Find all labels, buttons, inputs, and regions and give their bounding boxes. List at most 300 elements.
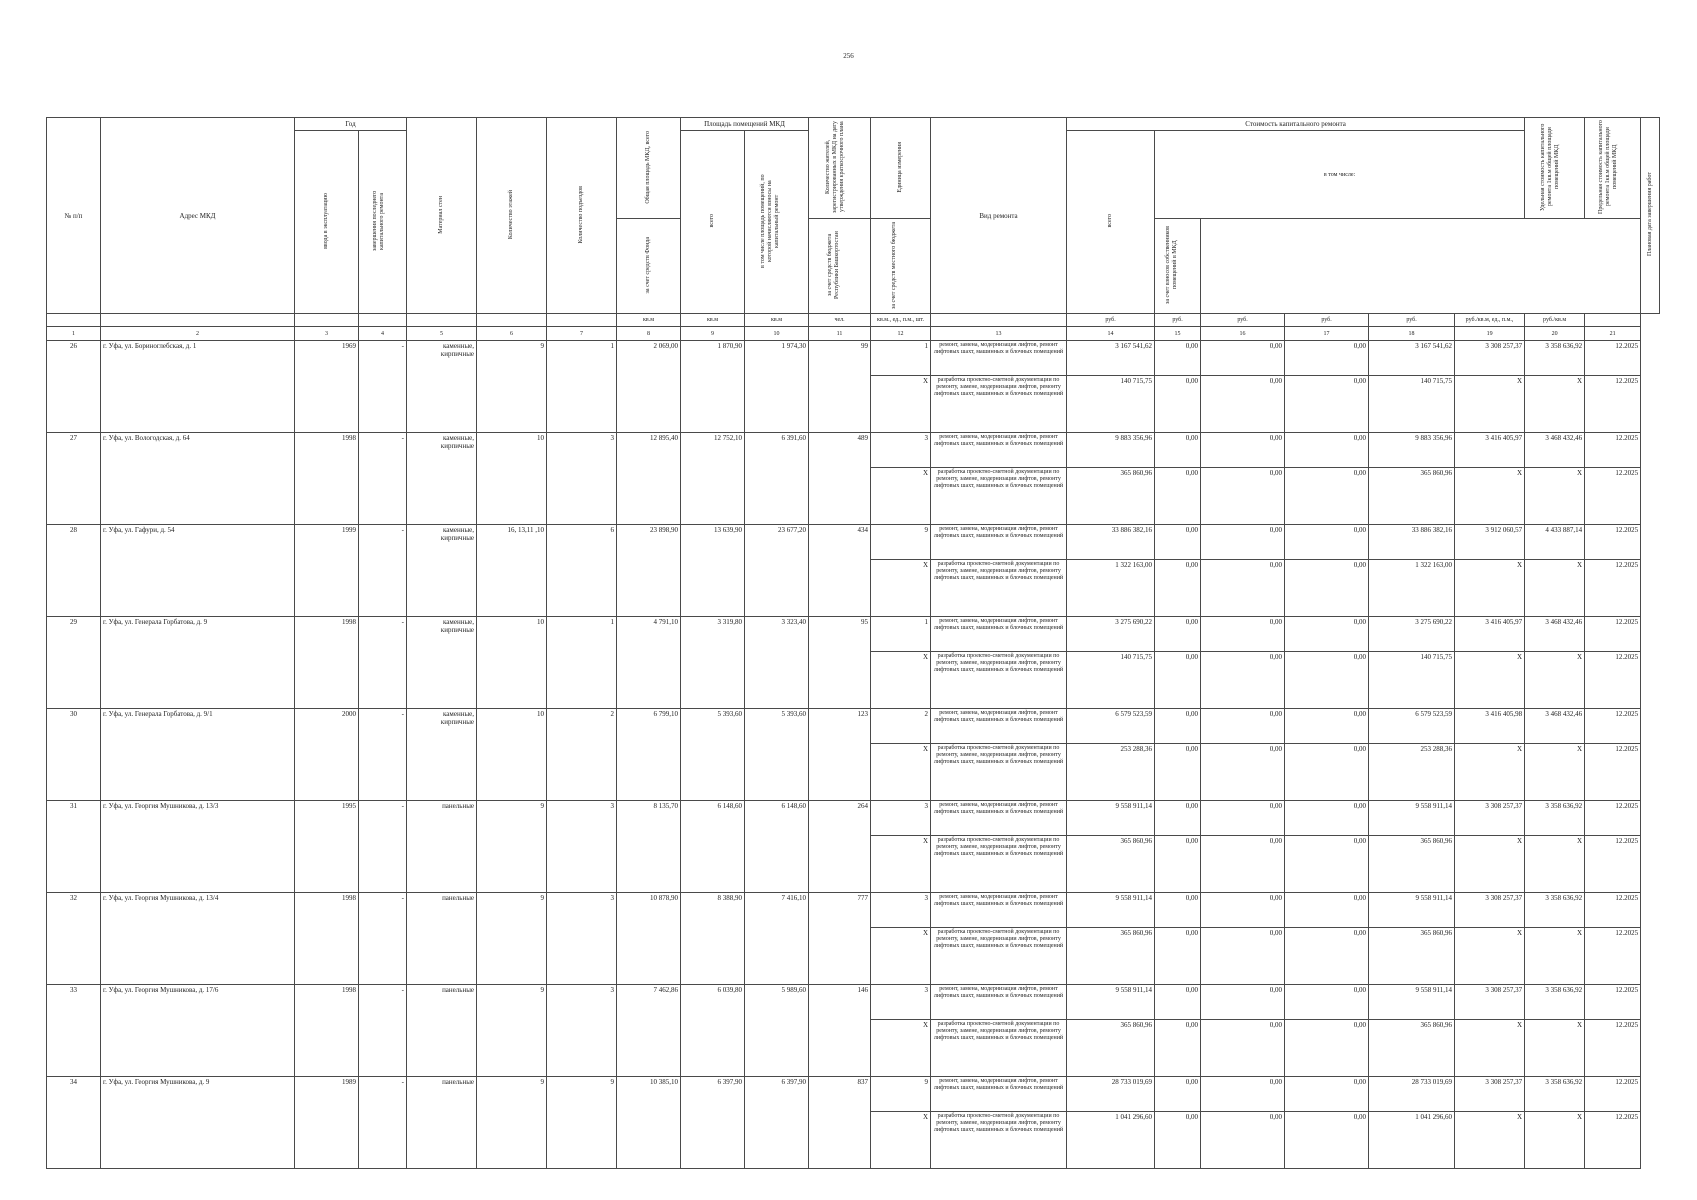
planned-date: 12.2025 <box>1585 985 1641 1020</box>
header-area-group: Площадь помещений МКД <box>681 118 809 131</box>
limit-cost: X <box>1525 1020 1585 1077</box>
cost-owners: 140 715,75 <box>1369 652 1455 709</box>
header-cost-owners: за счет взносов собственников помещений в МКД <box>1155 219 1201 314</box>
row-residents: 264 <box>809 801 871 893</box>
limit-cost: 4 433 887,14 <box>1525 525 1585 560</box>
cost-republic: 0,00 <box>1201 525 1285 560</box>
cost-owners: 365 860,96 <box>1369 468 1455 525</box>
row-address: г. Уфа, ул. Георгия Мушникова, д. 9 <box>101 1077 295 1169</box>
row-year: 1998 <box>295 985 359 1077</box>
work-quantity: 3 <box>871 433 931 468</box>
work-type: ремонт, замена, модернизация лифтов, ремонт лифтовых шахт, машинных и блочных помещений <box>931 617 1067 652</box>
work-quantity: X <box>871 744 931 801</box>
row-last-repair: - <box>359 985 407 1077</box>
cost-fund: 0,00 <box>1155 341 1201 376</box>
limit-cost: X <box>1525 468 1585 525</box>
column-number: 9 <box>681 327 745 341</box>
unit-cost: X <box>1455 1020 1525 1077</box>
limit-cost: 3 468 432,46 <box>1525 617 1585 652</box>
row-number: 30 <box>47 709 101 801</box>
work-type: ремонт, замена, модернизация лифтов, ремонт лифтовых шахт, машинных и блочных помещений <box>931 801 1067 836</box>
limit-cost: 3 358 636,92 <box>1525 1077 1585 1112</box>
cost-owners: 9 558 911,14 <box>1369 985 1455 1020</box>
cost-republic: 0,00 <box>1201 836 1285 893</box>
cost-republic: 0,00 <box>1201 709 1285 744</box>
column-number: 12 <box>871 327 931 341</box>
repair-plan-table <box>46 117 1660 1169</box>
cost-total: 33 886 382,16 <box>1067 525 1155 560</box>
row-total-area: 4 791,10 <box>617 617 681 709</box>
unit-cell: руб. <box>1067 314 1155 327</box>
header-cost-total: всего <box>1067 131 1155 314</box>
cost-fund: 0,00 <box>1155 709 1201 744</box>
units-row <box>47 314 1660 327</box>
unit-cell: чел. <box>809 314 871 327</box>
column-number: 6 <box>477 327 547 341</box>
cost-owners: 1 322 163,00 <box>1369 560 1455 617</box>
unit-cell: руб./кв.м <box>1525 314 1585 327</box>
work-quantity: X <box>871 560 931 617</box>
planned-date: 12.2025 <box>1585 341 1641 376</box>
row-area-res: 6 391,60 <box>745 433 809 525</box>
planned-date: 12.2025 <box>1585 468 1641 525</box>
cost-republic: 0,00 <box>1201 652 1285 709</box>
row-material: панельные <box>407 893 477 985</box>
unit-cost: X <box>1455 928 1525 985</box>
column-number: 16 <box>1201 327 1285 341</box>
cost-owners: 1 041 296,60 <box>1369 1112 1455 1169</box>
row-year: 1999 <box>295 525 359 617</box>
cost-total: 253 288,36 <box>1067 744 1155 801</box>
cost-total: 140 715,75 <box>1067 376 1155 433</box>
row-entrances: 3 <box>547 433 617 525</box>
row-area-res: 1 974,30 <box>745 341 809 433</box>
row-residents: 489 <box>809 433 871 525</box>
work-quantity: 1 <box>871 341 931 376</box>
row-area-res: 6 397,90 <box>745 1077 809 1169</box>
planned-date: 12.2025 <box>1585 801 1641 836</box>
row-year: 1989 <box>295 1077 359 1169</box>
limit-cost: 3 358 636,92 <box>1525 341 1585 376</box>
column-number: 20 <box>1525 327 1585 341</box>
cost-republic: 0,00 <box>1201 744 1285 801</box>
cost-total: 9 558 911,14 <box>1067 801 1155 836</box>
cost-republic: 0,00 <box>1201 376 1285 433</box>
row-number: 27 <box>47 433 101 525</box>
unit-cost: 3 308 257,37 <box>1455 801 1525 836</box>
cost-owners: 28 733 019,69 <box>1369 1077 1455 1112</box>
row-last-repair: - <box>359 341 407 433</box>
row-floors: 10 <box>477 617 547 709</box>
work-type: разработка проектно-сметной документации по ремонту, замене, модернизации лифтов, ремонту лифтовых шахт, машинных и блочных помещений <box>931 1112 1067 1169</box>
work-quantity: X <box>871 836 931 893</box>
cost-local: 0,00 <box>1285 525 1369 560</box>
row-floors: 10 <box>477 433 547 525</box>
row-area-all: 3 319,80 <box>681 617 745 709</box>
work-type: разработка проектно-сметной документации по ремонту, замене, модернизации лифтов, ремонту лифтовых шахт, машинных и блочных помещений <box>931 652 1067 709</box>
row-last-repair: - <box>359 709 407 801</box>
planned-date: 12.2025 <box>1585 652 1641 709</box>
column-number: 8 <box>617 327 681 341</box>
column-number: 3 <box>295 327 359 341</box>
unit-cost: X <box>1455 376 1525 433</box>
planned-date: 12.2025 <box>1585 525 1641 560</box>
unit-cell: руб. <box>1285 314 1369 327</box>
row-total-area: 2 069,00 <box>617 341 681 433</box>
table-row <box>47 985 1660 1020</box>
table-row <box>47 709 1660 744</box>
planned-date: 12.2025 <box>1585 1020 1641 1077</box>
cost-owners: 365 860,96 <box>1369 836 1455 893</box>
row-area-all: 13 639,90 <box>681 525 745 617</box>
cost-total: 365 860,96 <box>1067 468 1155 525</box>
work-quantity: 3 <box>871 801 931 836</box>
unit-cost: 3 308 257,37 <box>1455 341 1525 376</box>
unit-cost: X <box>1455 1112 1525 1169</box>
row-floors: 9 <box>477 1077 547 1169</box>
row-year: 1995 <box>295 801 359 893</box>
cost-owners: 33 886 382,16 <box>1369 525 1455 560</box>
work-type: разработка проектно-сметной документации по ремонту, замене, модернизации лифтов, ремонту лифтовых шахт, машинных и блочных помещений <box>931 744 1067 801</box>
limit-cost: X <box>1525 560 1585 617</box>
unit-cost: X <box>1455 836 1525 893</box>
column-number: 5 <box>407 327 477 341</box>
row-area-all: 6 148,60 <box>681 801 745 893</box>
cost-owners: 6 579 523,59 <box>1369 709 1455 744</box>
cost-local: 0,00 <box>1285 617 1369 652</box>
unit-cost: 3 912 060,57 <box>1455 525 1525 560</box>
cost-fund: 0,00 <box>1155 893 1201 928</box>
header-entrances: Количество подъездов <box>547 118 617 314</box>
cost-republic: 0,00 <box>1201 617 1285 652</box>
header-num: № п/п <box>47 118 101 314</box>
cost-total: 28 733 019,69 <box>1067 1077 1155 1112</box>
row-material: каменные, кирпичные <box>407 433 477 525</box>
row-floors: 9 <box>477 341 547 433</box>
table-row <box>47 801 1660 836</box>
row-entrances: 1 <box>547 617 617 709</box>
row-floors: 16, 13,11 ,10 <box>477 525 547 617</box>
limit-cost: X <box>1525 652 1585 709</box>
unit-cost: X <box>1455 468 1525 525</box>
cost-local: 0,00 <box>1285 433 1369 468</box>
column-number: 4 <box>359 327 407 341</box>
work-quantity: 3 <box>871 985 931 1020</box>
row-residents: 123 <box>809 709 871 801</box>
row-area-all: 12 752,10 <box>681 433 745 525</box>
cost-local: 0,00 <box>1285 744 1369 801</box>
unit-cost: 3 416 405,98 <box>1455 709 1525 744</box>
cost-local: 0,00 <box>1285 985 1369 1020</box>
row-floors: 9 <box>477 801 547 893</box>
row-last-repair: - <box>359 893 407 985</box>
unit-cost: 3 416 405,97 <box>1455 433 1525 468</box>
row-area-res: 6 148,60 <box>745 801 809 893</box>
row-floors: 10 <box>477 709 547 801</box>
table-row <box>47 433 1660 468</box>
cost-republic: 0,00 <box>1201 560 1285 617</box>
row-entrances: 2 <box>547 709 617 801</box>
row-year: 1998 <box>295 617 359 709</box>
work-type: ремонт, замена, модернизация лифтов, ремонт лифтовых шахт, машинных и блочных помещений <box>931 525 1067 560</box>
limit-cost: X <box>1525 376 1585 433</box>
row-number: 26 <box>47 341 101 433</box>
row-total-area: 7 462,86 <box>617 985 681 1077</box>
unit-cell: руб. <box>1369 314 1455 327</box>
unit-cost: X <box>1455 652 1525 709</box>
limit-cost: X <box>1525 744 1585 801</box>
row-entrances: 6 <box>547 525 617 617</box>
row-year: 2000 <box>295 709 359 801</box>
header-residents: Количество жителей, зарегистрированных в МКД на дату утверждения краткосрочного плана <box>809 118 871 219</box>
row-entrances: 9 <box>547 1077 617 1169</box>
row-material: каменные, кирпичные <box>407 525 477 617</box>
row-year: 1998 <box>295 893 359 985</box>
table-body <box>47 341 1660 1169</box>
planned-date: 12.2025 <box>1585 1112 1641 1169</box>
planned-date: 12.2025 <box>1585 433 1641 468</box>
work-type: разработка проектно-сметной документации по ремонту, замене, модернизации лифтов, ремонту лифтовых шахт, машинных и блочных помещений <box>931 836 1067 893</box>
row-total-area: 12 895,40 <box>617 433 681 525</box>
header-cost-group: Стоимость капитального ремонта <box>1067 118 1525 131</box>
work-quantity: X <box>871 928 931 985</box>
row-address: г. Уфа, ул. Генерала Горбатова, д. 9/1 <box>101 709 295 801</box>
table-row <box>47 341 1660 376</box>
header-cost-local: за счет средств местного бюджета <box>871 219 931 314</box>
column-number: 11 <box>809 327 871 341</box>
row-entrances: 1 <box>547 341 617 433</box>
row-material: панельные <box>407 801 477 893</box>
row-floors: 9 <box>477 893 547 985</box>
limit-cost: 3 358 636,92 <box>1525 801 1585 836</box>
work-type: ремонт, замена, модернизация лифтов, ремонт лифтовых шахт, машинных и блочных помещений <box>931 1077 1067 1112</box>
cost-republic: 0,00 <box>1201 801 1285 836</box>
cost-local: 0,00 <box>1285 893 1369 928</box>
column-number: 18 <box>1369 327 1455 341</box>
header-year-commission: ввода в эксплуатацию <box>295 131 359 314</box>
header-planned-date: Плановая дата завершения работ <box>1641 118 1660 314</box>
cost-owners: 140 715,75 <box>1369 376 1455 433</box>
row-material: каменные, кирпичные <box>407 341 477 433</box>
header-unit-cost: Удельная стоимость капитального ремонта 1кв.м общей площади помещений МКД <box>1525 118 1585 219</box>
cost-republic: 0,00 <box>1201 1020 1285 1077</box>
limit-cost: 3 468 432,46 <box>1525 709 1585 744</box>
row-entrances: 3 <box>547 893 617 985</box>
cost-local: 0,00 <box>1285 468 1369 525</box>
row-address: г. Уфа, ул. Бориноглебская, д. 1 <box>101 341 295 433</box>
planned-date: 12.2025 <box>1585 1077 1641 1112</box>
cost-local: 0,00 <box>1285 560 1369 617</box>
row-residents: 99 <box>809 341 871 433</box>
row-total-area: 6 799,10 <box>617 709 681 801</box>
row-last-repair: - <box>359 801 407 893</box>
cost-total: 365 860,96 <box>1067 836 1155 893</box>
cost-local: 0,00 <box>1285 376 1369 433</box>
work-quantity: 9 <box>871 525 931 560</box>
row-residents: 777 <box>809 893 871 985</box>
unit-cell: кв.м., ед., п.м., шт. <box>871 314 931 327</box>
planned-date: 12.2025 <box>1585 617 1641 652</box>
unit-cost: X <box>1455 744 1525 801</box>
cost-fund: 0,00 <box>1155 985 1201 1020</box>
cost-total: 9 883 356,96 <box>1067 433 1155 468</box>
row-area-all: 5 393,60 <box>681 709 745 801</box>
table-header <box>47 118 1660 341</box>
work-quantity: 9 <box>871 1077 931 1112</box>
row-number: 34 <box>47 1077 101 1169</box>
cost-republic: 0,00 <box>1201 468 1285 525</box>
cost-fund: 0,00 <box>1155 928 1201 985</box>
work-type: ремонт, замена, модернизация лифтов, ремонт лифтовых шахт, машинных и блочных помещений <box>931 433 1067 468</box>
header-area-all: всего <box>681 131 745 314</box>
row-address: г. Уфа, ул. Георгия Мушникова, д. 13/4 <box>101 893 295 985</box>
row-number: 29 <box>47 617 101 709</box>
row-area-res: 5 393,60 <box>745 709 809 801</box>
row-area-res: 23 677,20 <box>745 525 809 617</box>
row-address: г. Уфа, ул. Георгия Мушникова, д. 17/6 <box>101 985 295 1077</box>
cost-fund: 0,00 <box>1155 1077 1201 1112</box>
row-area-all: 1 870,90 <box>681 341 745 433</box>
table-row <box>47 617 1660 652</box>
column-number: 1 <box>47 327 101 341</box>
cost-local: 0,00 <box>1285 1077 1369 1112</box>
unit-cost: 3 308 257,37 <box>1455 985 1525 1020</box>
row-year: 1969 <box>295 341 359 433</box>
header-wall-material: Материал стен <box>407 118 477 314</box>
cost-local: 0,00 <box>1285 709 1369 744</box>
page-number: 256 <box>843 52 854 60</box>
work-quantity: 3 <box>871 893 931 928</box>
row-area-all: 6 039,80 <box>681 985 745 1077</box>
cost-local: 0,00 <box>1285 1020 1369 1077</box>
column-number: 10 <box>745 327 809 341</box>
row-residents: 434 <box>809 525 871 617</box>
unit-cell: руб./кв.м, ед., п.м., <box>1455 314 1525 327</box>
row-number: 33 <box>47 985 101 1077</box>
cost-fund: 0,00 <box>1155 1020 1201 1077</box>
unit-cell: руб. <box>1201 314 1285 327</box>
cost-fund: 0,00 <box>1155 652 1201 709</box>
unit-cost: 3 308 257,37 <box>1455 1077 1525 1112</box>
row-entrances: 3 <box>547 985 617 1077</box>
cost-total: 365 860,96 <box>1067 1020 1155 1077</box>
work-quantity: 1 <box>871 617 931 652</box>
work-type: разработка проектно-сметной документации по ремонту, замене, модернизации лифтов, ремонту лифтовых шахт, машинных и блочных помещений <box>931 468 1067 525</box>
cost-local: 0,00 <box>1285 928 1369 985</box>
header-limit-cost: Предельная стоимость капитального ремонта 1кв.м общей площади помещений МКД <box>1585 118 1641 219</box>
work-quantity: X <box>871 652 931 709</box>
column-number: 2 <box>101 327 295 341</box>
row-residents: 95 <box>809 617 871 709</box>
row-floors: 9 <box>477 985 547 1077</box>
cost-local: 0,00 <box>1285 341 1369 376</box>
limit-cost: X <box>1525 928 1585 985</box>
row-total-area: 23 898,90 <box>617 525 681 617</box>
unit-cost: 3 308 257,37 <box>1455 893 1525 928</box>
planned-date: 12.2025 <box>1585 709 1641 744</box>
cost-fund: 0,00 <box>1155 1112 1201 1169</box>
work-quantity: X <box>871 376 931 433</box>
cost-fund: 0,00 <box>1155 617 1201 652</box>
cost-owners: 9 558 911,14 <box>1369 801 1455 836</box>
header-year-last-repair: завершения последнего капитального ремонта <box>359 131 407 314</box>
row-address: г. Уфа, ул. Гафури, д. 54 <box>101 525 295 617</box>
row-area-all: 6 397,90 <box>681 1077 745 1169</box>
cost-total: 1 041 296,60 <box>1067 1112 1155 1169</box>
row-area-res: 3 323,40 <box>745 617 809 709</box>
row-area-res: 7 416,10 <box>745 893 809 985</box>
cost-total: 1 322 163,00 <box>1067 560 1155 617</box>
cost-total: 3 275 690,22 <box>1067 617 1155 652</box>
cost-fund: 0,00 <box>1155 744 1201 801</box>
work-type: разработка проектно-сметной документации по ремонту, замене, модернизации лифтов, ремонту лифтовых шахт, машинных и блочных помещений <box>931 376 1067 433</box>
row-last-repair: - <box>359 525 407 617</box>
cost-owners: 3 275 690,22 <box>1369 617 1455 652</box>
planned-date: 12.2025 <box>1585 560 1641 617</box>
header-year-group: Год <box>295 118 407 131</box>
column-number: 14 <box>1067 327 1155 341</box>
row-number: 31 <box>47 801 101 893</box>
cost-fund: 0,00 <box>1155 836 1201 893</box>
cost-fund: 0,00 <box>1155 468 1201 525</box>
cost-fund: 0,00 <box>1155 433 1201 468</box>
cost-republic: 0,00 <box>1201 985 1285 1020</box>
row-last-repair: - <box>359 617 407 709</box>
row-area-all: 8 388,90 <box>681 893 745 985</box>
cost-local: 0,00 <box>1285 836 1369 893</box>
cost-republic: 0,00 <box>1201 893 1285 928</box>
cost-owners: 365 860,96 <box>1369 928 1455 985</box>
work-type: ремонт, замена, модернизация лифтов, ремонт лифтовых шахт, машинных и блочных помещений <box>931 893 1067 928</box>
column-numbers-row <box>47 327 1660 341</box>
work-type: разработка проектно-сметной документации по ремонту, замене, модернизации лифтов, ремонту лифтовых шахт, машинных и блочных помещений <box>931 1020 1067 1077</box>
header-floors: Количество этажей <box>477 118 547 314</box>
header-address: Адрес МКД <box>101 118 295 314</box>
row-number: 28 <box>47 525 101 617</box>
cost-owners: 9 558 911,14 <box>1369 893 1455 928</box>
header-cost-fund: за счет средств Фонда <box>617 219 681 314</box>
cost-owners: 9 883 356,96 <box>1369 433 1455 468</box>
row-number: 32 <box>47 893 101 985</box>
unit-cell: кв.м <box>745 314 809 327</box>
cost-total: 140 715,75 <box>1067 652 1155 709</box>
cost-republic: 0,00 <box>1201 1077 1285 1112</box>
work-type: ремонт, замена, модернизация лифтов, ремонт лифтовых шахт, машинных и блочных помещений <box>931 709 1067 744</box>
planned-date: 12.2025 <box>1585 893 1641 928</box>
column-number: 19 <box>1455 327 1525 341</box>
row-area-res: 5 989,60 <box>745 985 809 1077</box>
cost-total: 9 558 911,14 <box>1067 985 1155 1020</box>
work-type: ремонт, замена, модернизация лифтов, ремонт лифтовых шахт, машинных и блочных помещений <box>931 341 1067 376</box>
limit-cost: 3 358 636,92 <box>1525 985 1585 1020</box>
cost-fund: 0,00 <box>1155 525 1201 560</box>
limit-cost: X <box>1525 1112 1585 1169</box>
work-quantity: X <box>871 468 931 525</box>
cost-local: 0,00 <box>1285 652 1369 709</box>
planned-date: 12.2025 <box>1585 744 1641 801</box>
column-number: 13 <box>931 327 1067 341</box>
work-quantity: X <box>871 1020 931 1077</box>
row-address: г. Уфа, ул. Георгия Мушникова, д. 13/3 <box>101 801 295 893</box>
cost-fund: 0,00 <box>1155 376 1201 433</box>
header-unit: Единица измерения <box>871 118 931 219</box>
row-residents: 837 <box>809 1077 871 1169</box>
row-total-area: 8 135,70 <box>617 801 681 893</box>
row-year: 1998 <box>295 433 359 525</box>
unit-cost: 3 416 405,97 <box>1455 617 1525 652</box>
table-row <box>47 525 1660 560</box>
row-total-area: 10 878,90 <box>617 893 681 985</box>
